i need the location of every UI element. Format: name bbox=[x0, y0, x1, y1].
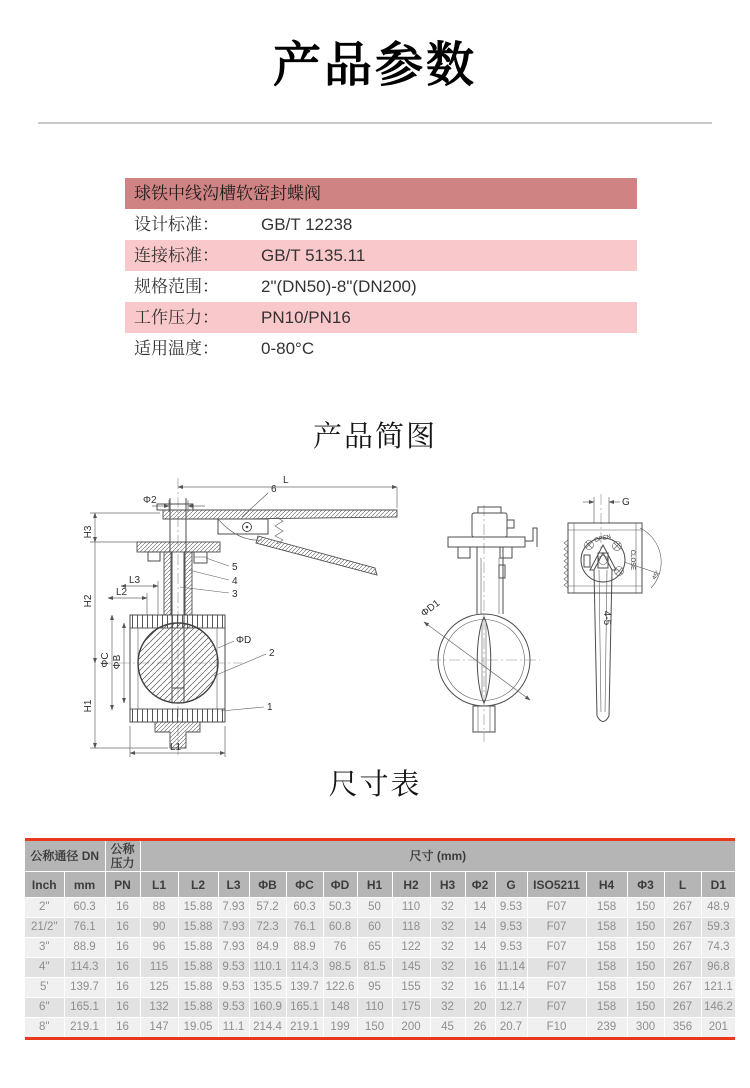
dims-heading: 尺寸表 bbox=[328, 769, 422, 801]
table-cell: 121.1 bbox=[701, 978, 735, 998]
part-label-5: 5 bbox=[232, 562, 238, 573]
table-cell: 219.1 bbox=[286, 1018, 323, 1039]
table-cell: 15.88 bbox=[178, 978, 218, 998]
plate-label-close: CLOSE bbox=[629, 549, 635, 571]
table-cell: 32 bbox=[430, 978, 465, 998]
table-cell: 267 bbox=[664, 978, 701, 998]
table-cell: 165.1 bbox=[286, 998, 323, 1018]
table-cell: 122.6 bbox=[323, 978, 357, 998]
column-header: H3 bbox=[430, 872, 465, 898]
spec-row bbox=[125, 302, 637, 333]
column-header: ISO5211 bbox=[527, 872, 586, 898]
table-row bbox=[25, 958, 735, 978]
column-header: ΦB bbox=[249, 872, 286, 898]
table-cell: 150 bbox=[357, 1018, 392, 1039]
column-header: D1 bbox=[701, 872, 735, 898]
dim-label-phiD: ΦD bbox=[236, 635, 252, 646]
column-header: H4 bbox=[586, 872, 627, 898]
table-row bbox=[25, 898, 735, 918]
table-group-header-row bbox=[25, 840, 735, 872]
table-cell: 146.2 bbox=[701, 998, 735, 1018]
table-cell: 150 bbox=[627, 898, 664, 918]
table-cell: 16 bbox=[105, 978, 140, 998]
table-cell: 81.5 bbox=[357, 958, 392, 978]
table-cell: 16 bbox=[465, 958, 495, 978]
handle-label-range: 4-5 bbox=[601, 610, 612, 626]
table-cell: 32 bbox=[430, 918, 465, 938]
table-cell: 158 bbox=[586, 918, 627, 938]
dim-label-H3: H3 bbox=[83, 525, 94, 539]
spec-value: GB/T 12238 bbox=[261, 215, 353, 234]
table-cell: 32 bbox=[430, 938, 465, 958]
table-cell: 72.3 bbox=[249, 918, 286, 938]
table-cell: 155 bbox=[392, 978, 430, 998]
table-cell: 16 bbox=[105, 958, 140, 978]
table-cell: F07 bbox=[527, 998, 586, 1018]
product-name: 球铁中线沟槽软密封蝶阀 bbox=[134, 184, 321, 203]
spec-row bbox=[125, 271, 637, 302]
table-cell: 118 bbox=[392, 918, 430, 938]
table-cell: 267 bbox=[664, 938, 701, 958]
part-label-2: 2 bbox=[269, 648, 275, 659]
table-cell: 3" bbox=[25, 938, 64, 958]
table-cell: 139.7 bbox=[64, 978, 105, 998]
table-cell: 122 bbox=[392, 938, 430, 958]
spec-label: 连接标准： bbox=[134, 246, 219, 265]
spec-row bbox=[125, 209, 637, 240]
table-cell: 9.53 bbox=[495, 918, 527, 938]
table-cell: 356 bbox=[664, 1018, 701, 1039]
table-cell: 84.9 bbox=[249, 938, 286, 958]
column-header: L1 bbox=[140, 872, 178, 898]
table-cell: 60.8 bbox=[323, 918, 357, 938]
dim-label-H2: H2 bbox=[83, 594, 94, 608]
spec-value: GB/T 5135.11 bbox=[261, 246, 366, 265]
spec-label: 规格范围： bbox=[134, 277, 219, 296]
table-cell: 98.5 bbox=[323, 958, 357, 978]
table-cell: 9.53 bbox=[495, 898, 527, 918]
table-cell: 150 bbox=[627, 958, 664, 978]
table-cell: 150 bbox=[627, 938, 664, 958]
table-cell: 14 bbox=[465, 898, 495, 918]
table-cell: 88.9 bbox=[286, 938, 323, 958]
table-row bbox=[25, 978, 735, 998]
table-cell: 4" bbox=[25, 958, 64, 978]
table-cell: 16 bbox=[105, 1018, 140, 1039]
table-cell: 267 bbox=[664, 898, 701, 918]
page-title: 产品参数 bbox=[272, 39, 477, 92]
spec-value: 2"(DN50)-8"(DN200) bbox=[261, 277, 417, 296]
spec-rows bbox=[125, 209, 637, 364]
table-cell: 90 bbox=[140, 918, 178, 938]
dim-label-phi2: Φ2 bbox=[143, 495, 157, 506]
table-cell: 239 bbox=[586, 1018, 627, 1039]
column-header: H1 bbox=[357, 872, 392, 898]
table-cell: 165.1 bbox=[64, 998, 105, 1018]
table-row bbox=[25, 938, 735, 958]
table-cell: 21/2" bbox=[25, 918, 64, 938]
table-cell: 88.9 bbox=[64, 938, 105, 958]
dim-label-L3: L3 bbox=[129, 575, 141, 586]
side-section-view bbox=[83, 475, 397, 757]
table-cell: 76 bbox=[323, 938, 357, 958]
table-cell: 7.93 bbox=[218, 918, 249, 938]
table-cell: 96.8 bbox=[701, 958, 735, 978]
table-cell: 32 bbox=[430, 898, 465, 918]
table-cell: 50.3 bbox=[323, 898, 357, 918]
part-label-6: 6 bbox=[271, 484, 277, 495]
table-cell: 14 bbox=[465, 938, 495, 958]
table-cell: 12.7 bbox=[495, 998, 527, 1018]
table-cell: 214.4 bbox=[249, 1018, 286, 1039]
dim-label-L1: L1 bbox=[170, 742, 182, 753]
part-label-3: 3 bbox=[232, 589, 238, 600]
spec-table bbox=[125, 178, 637, 364]
table-cell: 16 bbox=[465, 978, 495, 998]
table-cell: 267 bbox=[664, 918, 701, 938]
dims-columns-row bbox=[25, 872, 735, 898]
table-cell: 60 bbox=[357, 918, 392, 938]
table-cell: 16 bbox=[105, 898, 140, 918]
table-cell: 95 bbox=[357, 978, 392, 998]
table-cell: 9.53 bbox=[495, 938, 527, 958]
dims-table-body bbox=[25, 898, 735, 1039]
part-label-1: 1 bbox=[267, 702, 273, 713]
table-cell: 158 bbox=[586, 978, 627, 998]
table-cell: 19.05 bbox=[178, 1018, 218, 1039]
table-cell: 110 bbox=[357, 998, 392, 1018]
table-cell: F07 bbox=[527, 898, 586, 918]
table-cell: 32 bbox=[430, 998, 465, 1018]
table-cell: 147 bbox=[140, 1018, 178, 1039]
table-cell: 139.7 bbox=[286, 978, 323, 998]
column-header: L2 bbox=[178, 872, 218, 898]
table-cell: 110 bbox=[392, 898, 430, 918]
spec-value: 0-80°C bbox=[261, 339, 315, 358]
side-view-handle bbox=[564, 494, 662, 722]
table-cell: 74.3 bbox=[701, 938, 735, 958]
column-header: mm bbox=[64, 872, 105, 898]
dim-label-45deg: 45° bbox=[651, 570, 662, 582]
table-cell: 88 bbox=[140, 898, 178, 918]
table-cell: 60.3 bbox=[286, 898, 323, 918]
dimension-table bbox=[25, 838, 735, 1040]
dim-label-H1: H1 bbox=[83, 699, 94, 713]
group-header-pressure: 公称压力 bbox=[105, 840, 140, 872]
column-header: L3 bbox=[218, 872, 249, 898]
table-cell: 267 bbox=[664, 958, 701, 978]
table-cell: 267 bbox=[664, 998, 701, 1018]
table-cell: 15.88 bbox=[178, 958, 218, 978]
table-cell: 201 bbox=[701, 1018, 735, 1039]
table-cell: 60.3 bbox=[64, 898, 105, 918]
table-cell: 50 bbox=[357, 898, 392, 918]
dim-label-L: L bbox=[283, 475, 289, 486]
table-cell: 48.9 bbox=[701, 898, 735, 918]
product-diagram bbox=[30, 460, 730, 772]
table-cell: 219.1 bbox=[64, 1018, 105, 1039]
table-cell: 110.1 bbox=[249, 958, 286, 978]
spec-row bbox=[125, 333, 637, 364]
table-cell: 11.1 bbox=[218, 1018, 249, 1039]
table-cell: 300 bbox=[627, 1018, 664, 1039]
table-cell: 11.14 bbox=[495, 958, 527, 978]
table-cell: 11.14 bbox=[495, 978, 527, 998]
table-cell: 158 bbox=[586, 938, 627, 958]
table-row bbox=[25, 918, 735, 938]
table-cell: 9.53 bbox=[218, 998, 249, 1018]
dim-label-phiD1: ΦD1 bbox=[419, 597, 443, 620]
table-cell: 15.88 bbox=[178, 898, 218, 918]
table-cell: 59.3 bbox=[701, 918, 735, 938]
table-cell: F07 bbox=[527, 978, 586, 998]
table-cell: 114.3 bbox=[64, 958, 105, 978]
table-cell: F07 bbox=[527, 958, 586, 978]
dim-label-phiC: ΦC bbox=[100, 652, 111, 668]
diagram-heading: 产品简图 bbox=[312, 421, 437, 453]
table-cell: F07 bbox=[527, 938, 586, 958]
table-cell: 150 bbox=[627, 998, 664, 1018]
table-cell: 9.53 bbox=[218, 958, 249, 978]
spec-value: PN10/PN16 bbox=[261, 308, 351, 327]
table-cell: 148 bbox=[323, 998, 357, 1018]
dim-label-L2: L2 bbox=[116, 587, 128, 598]
column-header: PN bbox=[105, 872, 140, 898]
column-header: Inch bbox=[25, 872, 64, 898]
table-cell: 20.7 bbox=[495, 1018, 527, 1039]
column-header: H2 bbox=[392, 872, 430, 898]
column-header: ΦC bbox=[286, 872, 323, 898]
table-cell: 200 bbox=[392, 1018, 430, 1039]
table-cell: 199 bbox=[323, 1018, 357, 1039]
group-header-size: 尺寸 (mm) bbox=[140, 840, 735, 872]
spec-table-header bbox=[125, 178, 637, 209]
table-cell: 15.88 bbox=[178, 918, 218, 938]
table-cell: 114.3 bbox=[286, 958, 323, 978]
dim-label-phiB: ΦB bbox=[112, 654, 123, 670]
spec-label: 设计标准： bbox=[134, 215, 219, 234]
table-cell: 32 bbox=[430, 958, 465, 978]
table-row bbox=[25, 1018, 735, 1039]
table-cell: 7.93 bbox=[218, 938, 249, 958]
table-cell: 125 bbox=[140, 978, 178, 998]
table-cell: 175 bbox=[392, 998, 430, 1018]
table-cell: 150 bbox=[627, 978, 664, 998]
table-cell: 145 bbox=[392, 958, 430, 978]
table-cell: 16 bbox=[105, 998, 140, 1018]
spec-label: 适用温度： bbox=[134, 339, 219, 358]
table-cell: 158 bbox=[586, 998, 627, 1018]
table-cell: 76.1 bbox=[64, 918, 105, 938]
table-row bbox=[25, 998, 735, 1018]
table-cell: 20 bbox=[465, 998, 495, 1018]
table-cell: F07 bbox=[527, 918, 586, 938]
table-cell: 5' bbox=[25, 978, 64, 998]
table-cell: 2" bbox=[25, 898, 64, 918]
table-cell: 9.53 bbox=[218, 978, 249, 998]
column-header: Φ3 bbox=[627, 872, 664, 898]
dim-label-G: G bbox=[622, 497, 630, 508]
table-cell: F10 bbox=[527, 1018, 586, 1039]
table-cell: 16 bbox=[105, 938, 140, 958]
table-cell: 150 bbox=[627, 918, 664, 938]
table-cell: 135.5 bbox=[249, 978, 286, 998]
column-header: G bbox=[495, 872, 527, 898]
table-cell: 7.93 bbox=[218, 898, 249, 918]
table-cell: 115 bbox=[140, 958, 178, 978]
table-cell: 8" bbox=[25, 1018, 64, 1039]
column-header: ΦD bbox=[323, 872, 357, 898]
column-header: Φ2 bbox=[465, 872, 495, 898]
table-cell: 6" bbox=[25, 998, 64, 1018]
table-cell: 15.88 bbox=[178, 938, 218, 958]
table-cell: 160.9 bbox=[249, 998, 286, 1018]
table-cell: 158 bbox=[586, 898, 627, 918]
title-divider bbox=[38, 122, 712, 124]
table-cell: 132 bbox=[140, 998, 178, 1018]
part-label-4: 4 bbox=[232, 576, 238, 587]
table-cell: 57.2 bbox=[249, 898, 286, 918]
group-header-dn: 公称通径 DN bbox=[25, 840, 105, 872]
table-cell: 45 bbox=[430, 1018, 465, 1039]
front-view bbox=[419, 505, 540, 742]
table-cell: 16 bbox=[105, 918, 140, 938]
spec-label: 工作压力： bbox=[134, 308, 219, 327]
table-cell: 76.1 bbox=[286, 918, 323, 938]
table-cell: 96 bbox=[140, 938, 178, 958]
table-cell: 15.88 bbox=[178, 998, 218, 1018]
table-cell: 26 bbox=[465, 1018, 495, 1039]
table-cell: 158 bbox=[586, 958, 627, 978]
column-header: L bbox=[664, 872, 701, 898]
table-cell: 14 bbox=[465, 918, 495, 938]
plate-label-open: OPEN bbox=[593, 534, 612, 544]
spec-row bbox=[125, 240, 637, 271]
table-cell: 65 bbox=[357, 938, 392, 958]
